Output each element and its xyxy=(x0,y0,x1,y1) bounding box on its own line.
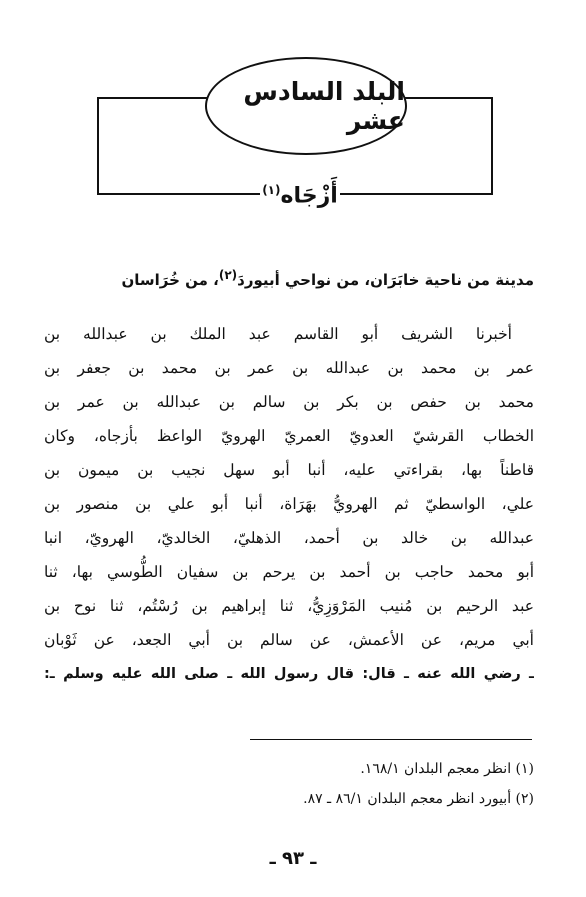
text-line: ـ رضي الله عنه ـ قال: قال رسول الله ـ صلى الله عليه وسلم ـ: xyxy=(44,666,534,682)
footnote-1: (١) انظر معجم البلدان ١٦٨/١. xyxy=(360,761,534,777)
text-line: عبدالله بن خالد بن أحمد، الذهليّ، الخالديّ، الهرويّ، انبا xyxy=(44,529,534,547)
text-line: علي، الواسطيّ ثم الهرويُّ بهَرَاة، أنبا أبو علي بن منصور بن xyxy=(44,495,534,513)
place-description xyxy=(44,268,534,289)
place-description-tail: ، من خُرَاسان xyxy=(121,271,219,289)
hadith-text xyxy=(44,317,534,691)
text-line: عمر بن محمد بن عبدالله بن عمر بن محمد بن جعفر بن xyxy=(44,359,534,377)
footnotes xyxy=(44,754,534,814)
footnote-divider xyxy=(250,739,532,740)
footnote-ref-2[interactable]: (٢) xyxy=(218,268,238,282)
text-line: أبي مريم، عن الأعمش، عن سالم بن أبي الجعد، عن ثَوْبان xyxy=(44,631,534,649)
place-name: أَزْجَاه xyxy=(280,183,338,209)
chapter-title: البلد السادس عشر xyxy=(243,77,405,135)
text-line: أخبرنا الشريف أبو القاسم عبد الملك بن عبدالله بن xyxy=(44,325,512,343)
text-line: قاطناً بها، بقراءتي عليه، أنبا أبو سهل نجيب بن ميمون بن xyxy=(44,461,534,479)
text-line: عبد الرحيم بن مُنيب المَرْوَزِيُّ، ثنا إبراهيم بن رُسْتُم، ثنا نوح بن xyxy=(44,597,534,615)
text-line: أبو محمد حاجب بن أحمد بن يرحم بن سفيان الطُّوسي بها، ثنا xyxy=(44,563,534,581)
text-line: الخطاب القرشيّ العدويّ العمريّ الهرويّ الواعظ بأزجاه، وكان xyxy=(44,427,534,445)
place-name-heading xyxy=(260,170,340,210)
footnote-2: (٢) أبيورد انظر معجم البلدان ٨٦/١ ـ ٨٧. xyxy=(303,791,534,807)
chapter-title-oval xyxy=(205,57,407,155)
text-line: محمد بن حفص بن بكر بن سالم بن عبدالله بن عمر بن xyxy=(44,393,534,411)
footnote-ref-1[interactable]: (١) xyxy=(262,183,281,197)
place-description-text: مدينة من ناحية خابَرَان، من نواحي أبيوردَ xyxy=(237,271,534,289)
page-number: ـ ٩٣ ـ xyxy=(269,848,317,869)
